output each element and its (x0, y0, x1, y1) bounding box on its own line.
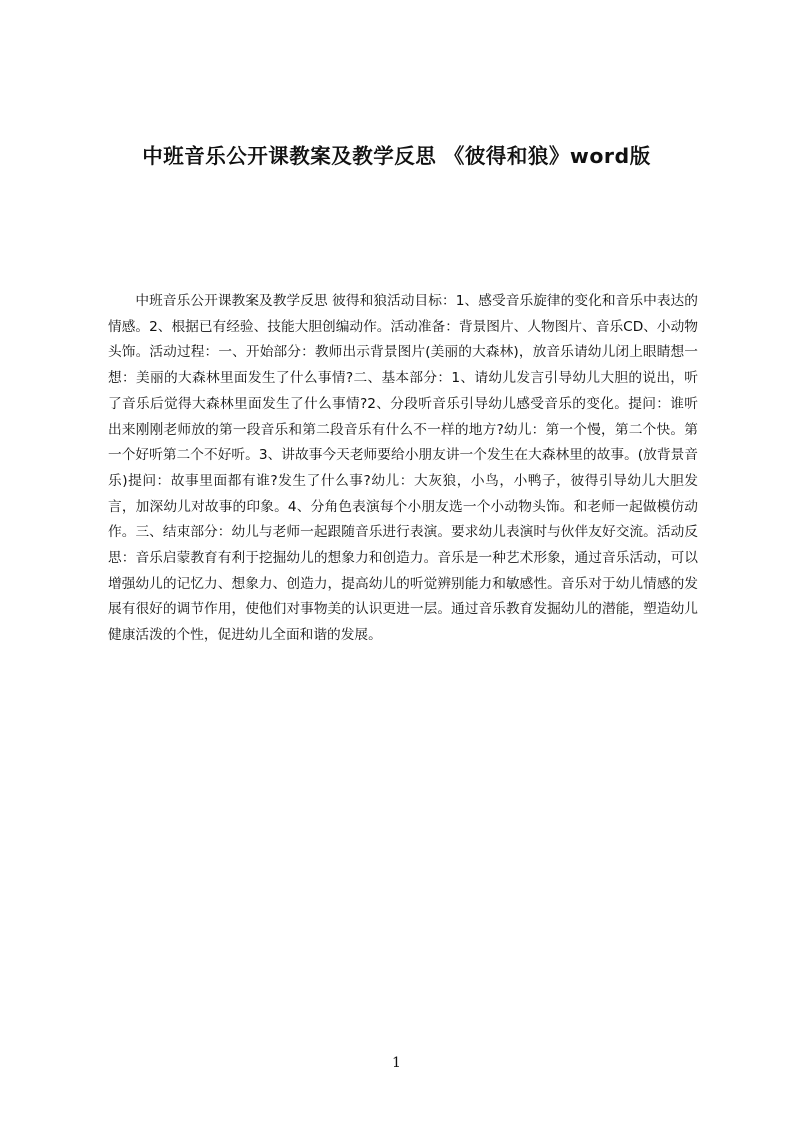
page-number: 1 (392, 1055, 401, 1071)
document-body-paragraph: 中班音乐公开课教案及教学反思 彼得和狼活动目标：1、感受音乐旋律的变化和音乐中表达的情感。2、根据已有经验、技能大胆创编动作。活动准备：背景图片、人物图片、音乐CD、小动物头饰。活动过程：一、开始部分：教师出示背景图片(美丽的大森林)，放音乐请幼儿闭上眼睛想一想：美丽的大森林里面发生了什么事情?二、基本部分：1、请幼儿发言引导幼儿大胆的说出，听了音乐后觉得大森林里面发生了什么事情?2、分段听音乐引导幼儿感受音乐的变化。提问：谁听出来刚刚老师放的第一段音乐和第二段音乐有什么不一样的地方?幼儿：第一个慢，第二个快。第一个好听第二个不好听。3、讲故事今天老师要给小朋友讲一个发生在大森林里的故事。(放背景音乐)提问：故事里面都有谁?发生了什么事?幼儿：大灰狼，小鸟，小鸭子，彼得引导幼儿大胆发言，加深幼儿对故事的印象。4、分角色表演每个小朋友选一个小动物头饰。和老师一起做模仿动作。三、结束部分：幼儿与老师一起跟随音乐进行表演。要求幼儿表演时与伙伴友好交流。活动反思：音乐启蒙教育有利于挖掘幼儿的想象力和创造力。音乐是一种艺术形象，通过音乐活动，可以增强幼儿的记忆力、想象力、创造力，提高幼儿的听觉辨别能力和敏感性。音乐对于幼儿情感的发展有很好的调节作用，使他们对事物美的认识更进一层。通过音乐教育发掘幼儿的潜能，塑造幼儿健康活泼的个性，促进幼儿全面和谐的发展。 (108, 293, 698, 644)
document-title: 中班音乐公开课教案及教学反思 《彼得和狼》word版 (142, 144, 651, 168)
